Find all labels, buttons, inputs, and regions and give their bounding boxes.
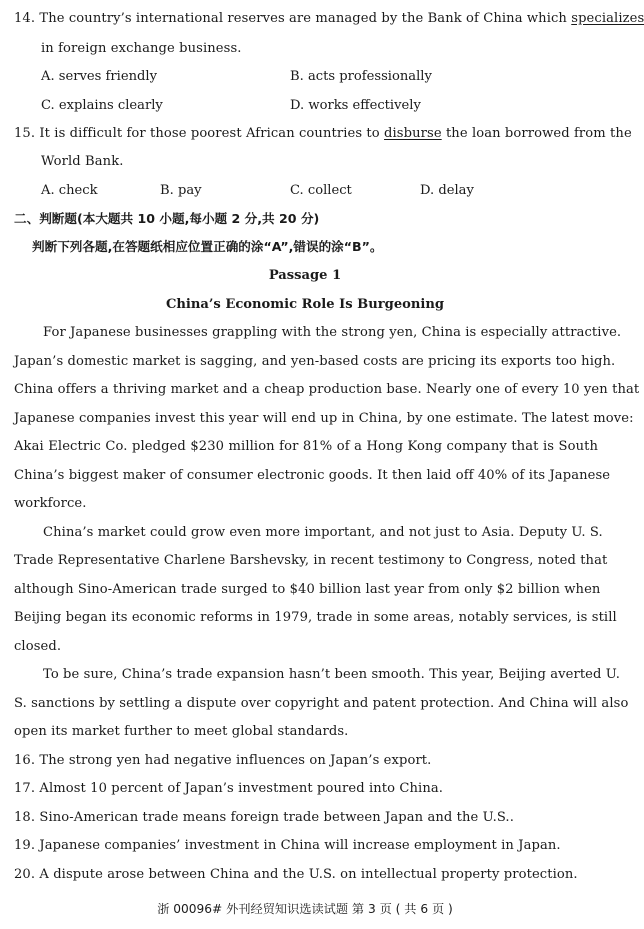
q15-option-a: A. check (41, 183, 98, 198)
p1-line-6: China’s biggest maker of consumer electronic goods. It then laid off 40% of its Japanese (14, 468, 611, 483)
section-heading: 二、判断题(本大题共 10 小题,每小题 2 分,共 20 分) (14, 211, 320, 226)
statement-16: 16. The strong yen had negative influences on Japan’s export. (14, 753, 432, 768)
p2-line-2: Trade Representative Charlene Barshevsky, in recent testimony to Congress, noted that (14, 553, 608, 568)
statement-17: 17. Almost 10 percent of Japan’s investment poured into China. (14, 781, 444, 796)
passage-title: China’s Economic Role Is Burgeoning (165, 297, 445, 312)
q14-option-a: A. serves friendly (41, 69, 157, 84)
p1-line-5: Akai Electric Co. pledged $230 million for 81% of a Hong Kong company that is South (14, 439, 598, 454)
p2-line-5: closed. (14, 639, 62, 654)
q14-line-2: in foreign exchange business. (41, 41, 242, 56)
section-instruction: 判断下列各题,在答题纸相应位置正确的涂“A”,错误的涂“B”。 (32, 239, 383, 254)
q15-text: It is difficult for those poorest African countries to (39, 126, 380, 141)
p3-line-3: open its market further to meet global standards. (14, 724, 349, 739)
p1-line-7: workforce. (14, 496, 87, 511)
p1-line-3: China offers a thriving market and a cheap production base. Nearly one of every 10 yen that (14, 382, 640, 397)
page-footer: 浙 00096# 外刊经贸知识选读试题 第 3 页 ( 共 6 页 ) (157, 902, 453, 916)
q14-number: 14. (14, 11, 36, 26)
q14-line-1 (14, 10, 644, 28)
statement-20: 20. A dispute arose between China and the U.S. on intellectual property protection. (14, 867, 578, 882)
q15-underlined-word: disburse (384, 126, 442, 141)
q15-number: 15. (14, 126, 36, 141)
q15-option-c: C. collect (290, 183, 352, 198)
q15-option-b: B. pay (160, 183, 202, 198)
q15-line-2: World Bank. (41, 154, 124, 169)
p2-line-4: Beijing began its economic reforms in 1979, trade in some areas, notably services, is still (14, 610, 617, 625)
q14-text: The country’s international reserves are managed by the Bank of China which (39, 11, 567, 26)
q15-option-d: D. delay (420, 183, 474, 198)
p3-line-2: S. sanctions by settling a dispute over copyright and patent protection. And China will also (14, 696, 629, 711)
q15-line-1 (14, 125, 632, 143)
p1-line-1: For Japanese businesses grappling with the strong yen, China is especially attractive. (43, 325, 622, 340)
p2-line-3: although Sino-American trade surged to $40 billion last year from only $2 billion when (14, 582, 601, 597)
p1-line-4: Japanese companies invest this year will end up in China, by one estimate. The latest move: (14, 411, 634, 426)
p3-line-1: To be sure, China’s trade expansion hasn’t been smooth. This year, Beijing averted U. (43, 667, 620, 682)
p2-line-1: China’s market could grow even more important, and not just to Asia. Deputy U. S. (43, 525, 603, 540)
statement-19: 19. Japanese companies’ investment in China will increase employment in Japan. (14, 838, 561, 853)
q14-option-c: C. explains clearly (41, 98, 163, 113)
p1-line-2: Japan’s domestic market is sagging, and yen-based costs are pricing its exports too high. (14, 354, 616, 369)
q14-option-d: D. works effectively (290, 98, 421, 113)
passage-label: Passage 1 (268, 268, 342, 283)
statement-18: 18. Sino-American trade means foreign trade between Japan and the U.S.. (14, 810, 514, 825)
q15-text-end: the loan borrowed from the (445, 126, 632, 141)
q14-option-b: B. acts professionally (290, 69, 432, 84)
q14-underlined-word: specializes (571, 11, 644, 26)
